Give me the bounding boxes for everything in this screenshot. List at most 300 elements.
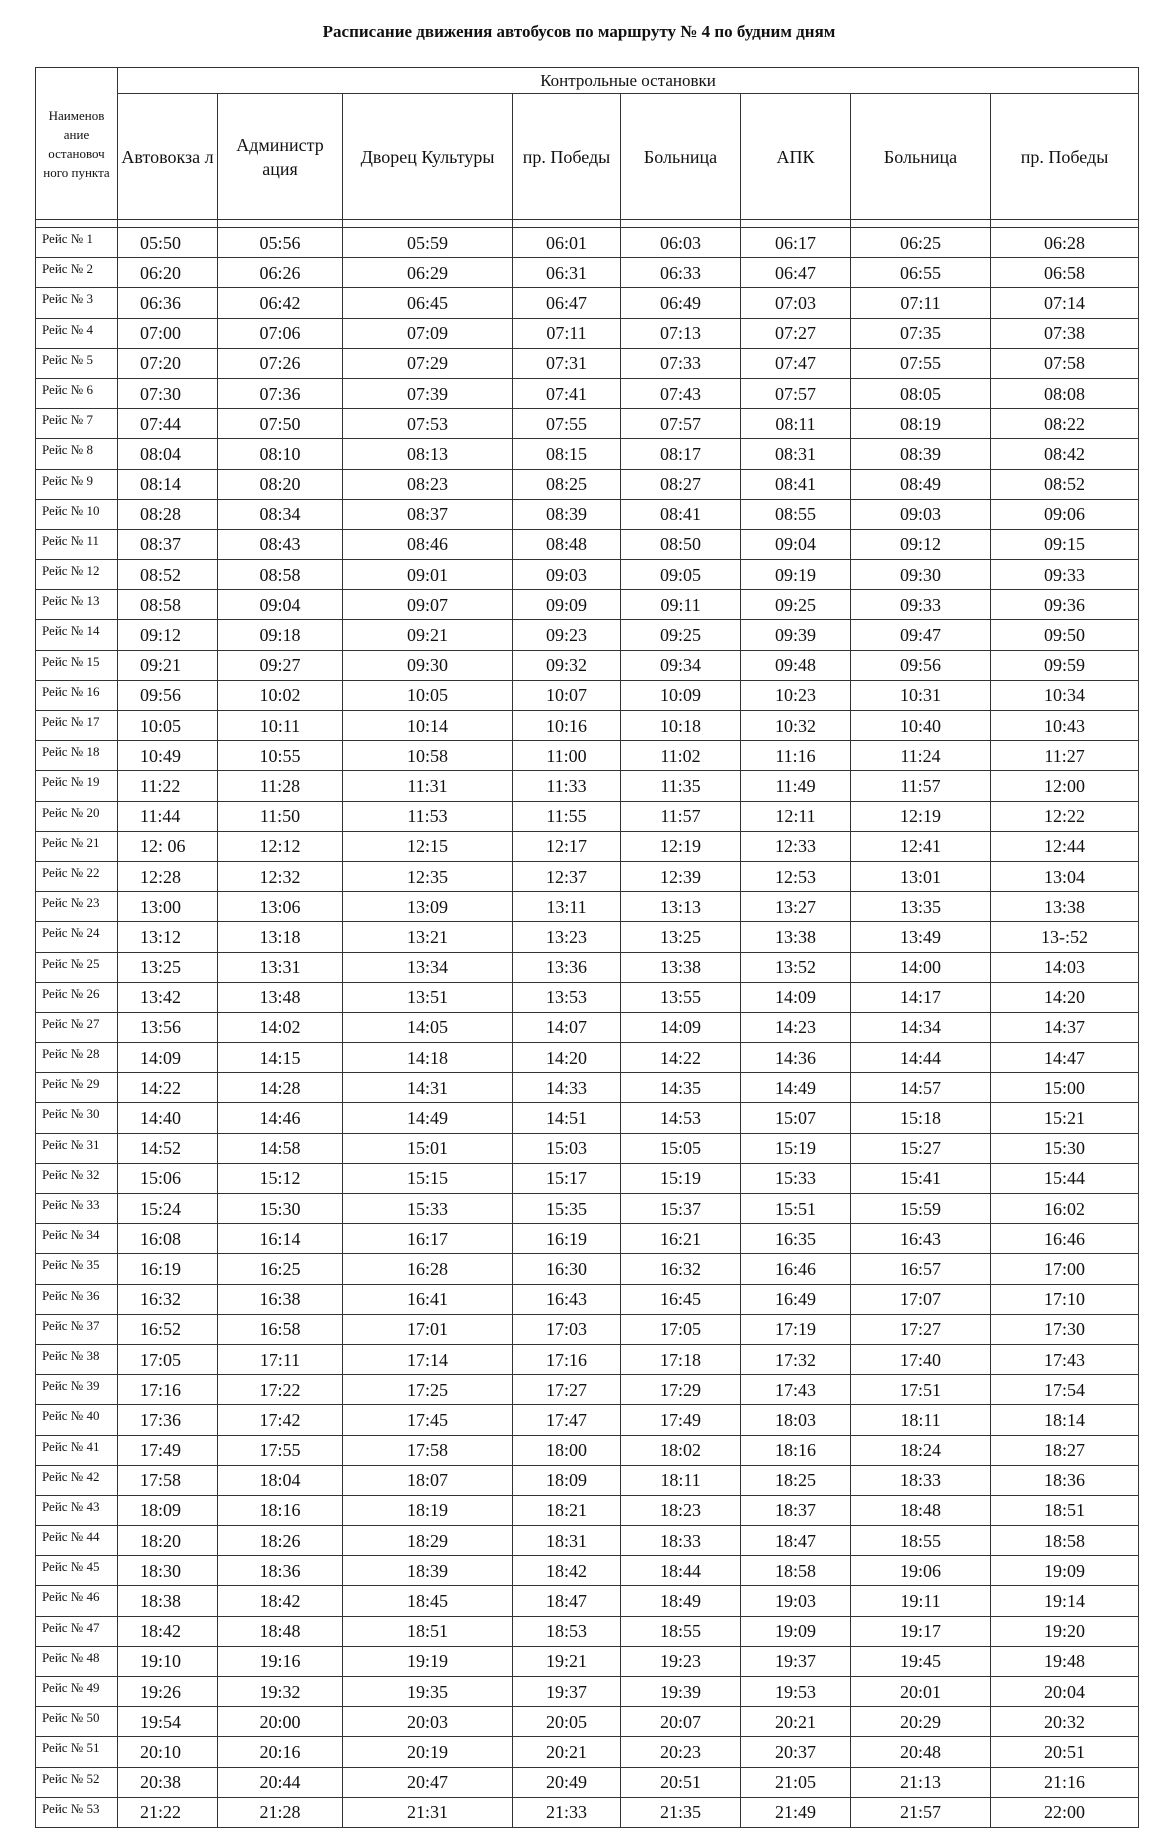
table-row	[36, 1254, 1139, 1284]
table-row	[36, 378, 1139, 408]
departure-time: 07:57	[741, 378, 851, 408]
departure-time: 16:38	[218, 1284, 343, 1314]
departure-time: 06:49	[621, 288, 741, 318]
departure-time: 06:55	[851, 258, 991, 288]
departure-time: 19:37	[513, 1677, 621, 1707]
departure-time: 18:58	[741, 1556, 851, 1586]
departure-time: 16:19	[118, 1254, 218, 1284]
table-row	[36, 318, 1139, 348]
departure-time: 18:16	[218, 1495, 343, 1525]
departure-time: 06:33	[621, 258, 741, 288]
departure-time: 14:17	[851, 982, 991, 1012]
departure-time: 09:04	[218, 590, 343, 620]
departure-time: 07:58	[991, 348, 1139, 378]
departure-time: 16:46	[991, 1224, 1139, 1254]
departure-time: 07:38	[991, 318, 1139, 348]
departure-time: 09:25	[741, 590, 851, 620]
departure-time: 16:35	[741, 1224, 851, 1254]
departure-time: 18:30	[118, 1556, 218, 1586]
departure-time: 08:58	[218, 560, 343, 590]
departure-time: 16:43	[851, 1224, 991, 1254]
departure-time: 16:21	[621, 1224, 741, 1254]
departure-time: 10:58	[343, 741, 513, 771]
departure-time: 16:58	[218, 1314, 343, 1344]
departure-time: 14:03	[991, 952, 1139, 982]
departure-time: 12: 06	[118, 831, 218, 861]
departure-time: 15:35	[513, 1194, 621, 1224]
departure-time: 06:31	[513, 258, 621, 288]
departure-time: 13:42	[118, 982, 218, 1012]
departure-time: 09:27	[218, 650, 343, 680]
departure-time: 11:02	[621, 741, 741, 771]
departure-time: 13:36	[513, 952, 621, 982]
departure-time: 14:02	[218, 1012, 343, 1042]
departure-time: 16:17	[343, 1224, 513, 1254]
departure-time: 07:27	[741, 318, 851, 348]
departure-time: 14:57	[851, 1073, 991, 1103]
table-row	[36, 560, 1139, 590]
departure-time: 15:17	[513, 1163, 621, 1193]
departure-time: 09:34	[621, 650, 741, 680]
table-row	[36, 620, 1139, 650]
trip-label: Рейс № 5	[36, 348, 118, 378]
departure-time: 12:53	[741, 861, 851, 891]
departure-time: 12:37	[513, 861, 621, 891]
table-row	[36, 1405, 1139, 1435]
departure-time: 07:55	[513, 409, 621, 439]
departure-time: 18:36	[218, 1556, 343, 1586]
table-row	[36, 228, 1139, 258]
departure-time: 09:33	[991, 560, 1139, 590]
departure-time: 15:00	[991, 1073, 1139, 1103]
table-row	[36, 409, 1139, 439]
departure-time: 16:32	[621, 1254, 741, 1284]
trip-label: Рейс № 50	[36, 1707, 118, 1737]
departure-time: 18:51	[343, 1616, 513, 1646]
departure-time: 17:43	[991, 1344, 1139, 1374]
header-stop-1: Автовокза л	[118, 94, 218, 220]
trip-label: Рейс № 14	[36, 620, 118, 650]
departure-time: 11:27	[991, 741, 1139, 771]
departure-time: 13-:52	[991, 922, 1139, 952]
departure-time: 07:41	[513, 378, 621, 408]
departure-time: 18:21	[513, 1495, 621, 1525]
departure-time: 08:15	[513, 439, 621, 469]
table-row	[36, 1224, 1139, 1254]
departure-time: 19:32	[218, 1677, 343, 1707]
trip-label: Рейс № 31	[36, 1133, 118, 1163]
trip-label: Рейс № 10	[36, 499, 118, 529]
departure-time: 14:20	[513, 1043, 621, 1073]
trip-label: Рейс № 16	[36, 680, 118, 710]
departure-time: 08:50	[621, 529, 741, 559]
departure-time: 19:21	[513, 1646, 621, 1676]
table-row	[36, 1646, 1139, 1676]
departure-time: 08:39	[513, 499, 621, 529]
departure-time: 18:37	[741, 1495, 851, 1525]
trip-label: Рейс № 32	[36, 1163, 118, 1193]
departure-time: 08:20	[218, 469, 343, 499]
departure-time: 10:18	[621, 711, 741, 741]
departure-time: 12:15	[343, 831, 513, 861]
departure-time: 07:26	[218, 348, 343, 378]
departure-time: 06:58	[991, 258, 1139, 288]
table-row	[36, 922, 1139, 952]
departure-time: 19:35	[343, 1677, 513, 1707]
departure-time: 08:27	[621, 469, 741, 499]
trip-label: Рейс № 3	[36, 288, 118, 318]
departure-time: 17:40	[851, 1344, 991, 1374]
departure-time: 19:09	[741, 1616, 851, 1646]
departure-time: 08:43	[218, 529, 343, 559]
departure-time: 15:03	[513, 1133, 621, 1163]
departure-time: 08:39	[851, 439, 991, 469]
departure-time: 09:09	[513, 590, 621, 620]
trip-label: Рейс № 9	[36, 469, 118, 499]
departure-time: 09:23	[513, 620, 621, 650]
trip-label: Рейс № 7	[36, 409, 118, 439]
departure-time: 20:10	[118, 1737, 218, 1767]
departure-time: 06:36	[118, 288, 218, 318]
departure-time: 06:45	[343, 288, 513, 318]
table-row	[36, 711, 1139, 741]
departure-time: 14:37	[991, 1012, 1139, 1042]
departure-time: 09:56	[851, 650, 991, 680]
departure-time: 10:05	[343, 680, 513, 710]
departure-time: 09:01	[343, 560, 513, 590]
departure-time: 07:09	[343, 318, 513, 348]
departure-time: 06:47	[741, 258, 851, 288]
departure-time: 07:11	[851, 288, 991, 318]
departure-time: 09:47	[851, 620, 991, 650]
departure-time: 14:15	[218, 1043, 343, 1073]
trip-label: Рейс № 38	[36, 1344, 118, 1374]
departure-time: 07:14	[991, 288, 1139, 318]
departure-time: 14:49	[741, 1073, 851, 1103]
trip-label: Рейс № 40	[36, 1405, 118, 1435]
departure-time: 15:01	[343, 1133, 513, 1163]
departure-time: 16:08	[118, 1224, 218, 1254]
departure-time: 14:36	[741, 1043, 851, 1073]
departure-time: 19:53	[741, 1677, 851, 1707]
departure-time: 07:20	[118, 348, 218, 378]
departure-time: 15:18	[851, 1103, 991, 1133]
departure-time: 14:23	[741, 1012, 851, 1042]
departure-time: 07:06	[218, 318, 343, 348]
departure-time: 07:44	[118, 409, 218, 439]
table-row	[36, 1103, 1139, 1133]
trip-label: Рейс № 15	[36, 650, 118, 680]
departure-time: 17:27	[851, 1314, 991, 1344]
departure-time: 11:44	[118, 801, 218, 831]
departure-time: 18:49	[621, 1586, 741, 1616]
departure-time: 10:43	[991, 711, 1139, 741]
departure-time: 08:46	[343, 529, 513, 559]
table-row	[36, 1194, 1139, 1224]
trip-label: Рейс № 35	[36, 1254, 118, 1284]
departure-time: 15:07	[741, 1103, 851, 1133]
departure-time: 13:38	[991, 892, 1139, 922]
departure-time: 21:35	[621, 1797, 741, 1827]
departure-time: 18:26	[218, 1526, 343, 1556]
departure-time: 06:28	[991, 228, 1139, 258]
departure-time: 13:27	[741, 892, 851, 922]
departure-time: 10:32	[741, 711, 851, 741]
departure-time: 13:00	[118, 892, 218, 922]
departure-time: 20:19	[343, 1737, 513, 1767]
departure-time: 14:07	[513, 1012, 621, 1042]
table-row	[36, 1133, 1139, 1163]
departure-time: 18:07	[343, 1465, 513, 1495]
departure-time: 09:56	[118, 680, 218, 710]
departure-time: 15:33	[741, 1163, 851, 1193]
departure-time: 18:04	[218, 1465, 343, 1495]
trip-label: Рейс № 30	[36, 1103, 118, 1133]
departure-time: 17:00	[991, 1254, 1139, 1284]
departure-time: 11:49	[741, 771, 851, 801]
table-row	[36, 680, 1139, 710]
table-row	[36, 1012, 1139, 1042]
departure-time: 18:29	[343, 1526, 513, 1556]
trip-label: Рейс № 26	[36, 982, 118, 1012]
departure-time: 12:32	[218, 861, 343, 891]
header-stop-7: Больница	[851, 94, 991, 220]
departure-time: 16:02	[991, 1194, 1139, 1224]
departure-time: 17:30	[991, 1314, 1139, 1344]
departure-time: 10:31	[851, 680, 991, 710]
departure-time: 18:47	[513, 1586, 621, 1616]
table-row	[36, 1344, 1139, 1374]
departure-time: 13:48	[218, 982, 343, 1012]
departure-time: 18:36	[991, 1465, 1139, 1495]
departure-time: 18:11	[621, 1465, 741, 1495]
departure-time: 13:38	[741, 922, 851, 952]
departure-time: 09:32	[513, 650, 621, 680]
departure-time: 19:26	[118, 1677, 218, 1707]
departure-time: 13:12	[118, 922, 218, 952]
departure-time: 10:55	[218, 741, 343, 771]
departure-time: 14:09	[621, 1012, 741, 1042]
trip-label: Рейс № 18	[36, 741, 118, 771]
departure-time: 20:07	[621, 1707, 741, 1737]
departure-time: 21:13	[851, 1767, 991, 1797]
departure-time: 13:31	[218, 952, 343, 982]
departure-time: 18:09	[513, 1465, 621, 1495]
table-row	[36, 529, 1139, 559]
trip-label: Рейс № 19	[36, 771, 118, 801]
trip-label: Рейс № 34	[36, 1224, 118, 1254]
departure-time: 21:05	[741, 1767, 851, 1797]
departure-time: 14:51	[513, 1103, 621, 1133]
departure-time: 15:21	[991, 1103, 1139, 1133]
departure-time: 13:09	[343, 892, 513, 922]
trip-label: Рейс № 29	[36, 1073, 118, 1103]
departure-time: 20:51	[621, 1767, 741, 1797]
departure-time: 06:20	[118, 258, 218, 288]
departure-time: 13:34	[343, 952, 513, 982]
departure-time: 11:00	[513, 741, 621, 771]
departure-time: 08:34	[218, 499, 343, 529]
trip-label: Рейс № 36	[36, 1284, 118, 1314]
table-row	[36, 1616, 1139, 1646]
departure-time: 17:18	[621, 1344, 741, 1374]
departure-time: 07:29	[343, 348, 513, 378]
departure-time: 20:29	[851, 1707, 991, 1737]
departure-time: 13:11	[513, 892, 621, 922]
departure-time: 09:48	[741, 650, 851, 680]
table-row	[36, 469, 1139, 499]
departure-time: 21:28	[218, 1797, 343, 1827]
departure-time: 08:28	[118, 499, 218, 529]
departure-time: 14:33	[513, 1073, 621, 1103]
departure-time: 14:09	[741, 982, 851, 1012]
departure-time: 09:21	[343, 620, 513, 650]
departure-time: 06:01	[513, 228, 621, 258]
departure-time: 13:21	[343, 922, 513, 952]
departure-time: 14:28	[218, 1073, 343, 1103]
trip-label: Рейс № 45	[36, 1556, 118, 1586]
departure-time: 09:04	[741, 529, 851, 559]
departure-time: 06:42	[218, 288, 343, 318]
departure-time: 07:57	[621, 409, 741, 439]
departure-time: 08:08	[991, 378, 1139, 408]
table-row	[36, 348, 1139, 378]
departure-time: 08:52	[991, 469, 1139, 499]
departure-time: 08:19	[851, 409, 991, 439]
departure-time: 18:33	[851, 1465, 991, 1495]
departure-time: 14:53	[621, 1103, 741, 1133]
trip-label: Рейс № 28	[36, 1043, 118, 1073]
departure-time: 12:41	[851, 831, 991, 861]
departure-time: 17:16	[118, 1375, 218, 1405]
trip-label: Рейс № 46	[36, 1586, 118, 1616]
table-row	[36, 741, 1139, 771]
trip-label: Рейс № 12	[36, 560, 118, 590]
departure-time: 16:30	[513, 1254, 621, 1284]
departure-time: 08:48	[513, 529, 621, 559]
trip-label: Рейс № 13	[36, 590, 118, 620]
departure-time: 18:42	[218, 1586, 343, 1616]
departure-time: 17:01	[343, 1314, 513, 1344]
departure-time: 17:14	[343, 1344, 513, 1374]
departure-time: 17:05	[118, 1344, 218, 1374]
departure-time: 14:49	[343, 1103, 513, 1133]
departure-time: 09:03	[851, 499, 991, 529]
departure-time: 15:33	[343, 1194, 513, 1224]
departure-time: 20:21	[741, 1707, 851, 1737]
departure-time: 17:42	[218, 1405, 343, 1435]
table-row	[36, 1586, 1139, 1616]
departure-time: 12:19	[621, 831, 741, 861]
departure-time: 07:39	[343, 378, 513, 408]
departure-time: 12:19	[851, 801, 991, 831]
departure-time: 12:39	[621, 861, 741, 891]
table-row	[36, 1073, 1139, 1103]
departure-time: 20:01	[851, 1677, 991, 1707]
departure-time: 08:05	[851, 378, 991, 408]
departure-time: 08:13	[343, 439, 513, 469]
departure-time: 15:12	[218, 1163, 343, 1193]
departure-time: 05:59	[343, 228, 513, 258]
departure-time: 12:00	[991, 771, 1139, 801]
departure-time: 15:37	[621, 1194, 741, 1224]
departure-time: 15:30	[991, 1133, 1139, 1163]
departure-time: 06:25	[851, 228, 991, 258]
departure-time: 06:47	[513, 288, 621, 318]
departure-time: 13:06	[218, 892, 343, 922]
trip-label: Рейс № 43	[36, 1495, 118, 1525]
departure-time: 08:14	[118, 469, 218, 499]
departure-time: 12:11	[741, 801, 851, 831]
departure-time: 14:40	[118, 1103, 218, 1133]
departure-time: 08:41	[621, 499, 741, 529]
departure-time: 18:48	[218, 1616, 343, 1646]
departure-time: 13:18	[218, 922, 343, 952]
departure-time: 09:19	[741, 560, 851, 590]
table-row	[36, 258, 1139, 288]
departure-time: 06:29	[343, 258, 513, 288]
departure-time: 10:05	[118, 711, 218, 741]
departure-time: 14:35	[621, 1073, 741, 1103]
departure-time: 17:32	[741, 1344, 851, 1374]
departure-time: 15:19	[741, 1133, 851, 1163]
departure-time: 14:00	[851, 952, 991, 982]
departure-time: 14:05	[343, 1012, 513, 1042]
departure-time: 17:07	[851, 1284, 991, 1314]
departure-time: 06:26	[218, 258, 343, 288]
departure-time: 22:00	[991, 1797, 1139, 1827]
departure-time: 18:25	[741, 1465, 851, 1495]
departure-time: 21:31	[343, 1797, 513, 1827]
trip-label: Рейс № 23	[36, 892, 118, 922]
departure-time: 19:06	[851, 1556, 991, 1586]
departure-time: 18:58	[991, 1526, 1139, 1556]
departure-time: 21:16	[991, 1767, 1139, 1797]
departure-time: 18:44	[621, 1556, 741, 1586]
trip-label: Рейс № 42	[36, 1465, 118, 1495]
departure-time: 14:22	[621, 1043, 741, 1073]
departure-time: 10:11	[218, 711, 343, 741]
departure-time: 14:22	[118, 1073, 218, 1103]
departure-time: 16:45	[621, 1284, 741, 1314]
departure-time: 08:11	[741, 409, 851, 439]
table-row	[36, 1526, 1139, 1556]
table-row	[36, 952, 1139, 982]
departure-time: 17:58	[118, 1465, 218, 1495]
departure-time: 17:11	[218, 1344, 343, 1374]
departure-time: 19:48	[991, 1646, 1139, 1676]
departure-time: 18:38	[118, 1586, 218, 1616]
header-control-stops: Контрольные остановки	[118, 68, 1139, 94]
table-row	[36, 801, 1139, 831]
trip-label: Рейс № 39	[36, 1375, 118, 1405]
departure-time: 19:16	[218, 1646, 343, 1676]
departure-time: 09:39	[741, 620, 851, 650]
departure-time: 12:22	[991, 801, 1139, 831]
table-row	[36, 1163, 1139, 1193]
departure-time: 10:23	[741, 680, 851, 710]
departure-time: 17:51	[851, 1375, 991, 1405]
departure-time: 11:35	[621, 771, 741, 801]
table-row	[36, 1435, 1139, 1465]
departure-time: 17:55	[218, 1435, 343, 1465]
departure-time: 17:45	[343, 1405, 513, 1435]
departure-time: 14:34	[851, 1012, 991, 1042]
departure-time: 15:05	[621, 1133, 741, 1163]
departure-time: 10:40	[851, 711, 991, 741]
departure-time: 13:49	[851, 922, 991, 952]
departure-time: 09:18	[218, 620, 343, 650]
